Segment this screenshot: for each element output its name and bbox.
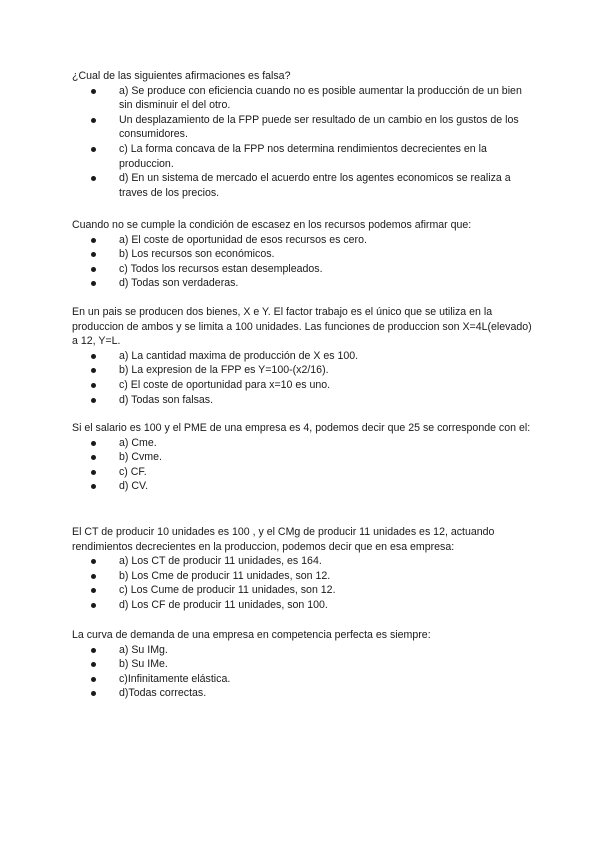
list-item — [72, 657, 532, 672]
option-text: d) En un sistema de mercado el acuerdo entre los agentes economicos se realiza a traves de los precios. — [119, 172, 511, 199]
question-5 — [72, 525, 532, 613]
bullet-icon — [91, 176, 96, 181]
options-list — [72, 233, 532, 291]
bullet-icon — [91, 662, 96, 667]
question-4 — [72, 421, 532, 494]
list-item — [72, 465, 532, 480]
bullet-icon — [91, 267, 96, 272]
list-item — [72, 672, 532, 687]
option-text: d) CV. — [119, 480, 149, 493]
list-item — [72, 276, 532, 291]
bullet-icon — [91, 691, 96, 696]
option-text: a) Los CT de producir 11 unidades, es 164. — [119, 555, 322, 568]
bullet-icon — [91, 118, 96, 123]
list-item — [72, 450, 532, 465]
option-text: c) La forma concava de la FPP nos determina rendimientos decrecientes en la produccion. — [119, 142, 487, 170]
option-text: a) La cantidad maxima de producción de X es 100. — [119, 349, 359, 362]
option-text: b) Los recursos son económicos. — [119, 248, 275, 261]
option-text: d)Todas correctas. — [119, 687, 207, 700]
question-6 — [72, 628, 532, 701]
list-item — [72, 113, 532, 142]
bullet-icon — [91, 368, 96, 373]
option-text: a) Su IMg. — [119, 643, 168, 656]
option-text: c) El coste de oportunidad para x=10 es uno. — [119, 378, 331, 391]
option-text: c) CF. — [119, 465, 147, 478]
option-text: a) Cme. — [119, 436, 157, 449]
list-item — [72, 686, 532, 701]
question-stem: Cuando no se cumple la condición de escasez en los recursos podemos afirmar que: — [72, 219, 472, 231]
list-item — [72, 142, 532, 171]
question-2 — [72, 218, 532, 291]
option-text: c) Los Cume de producir 11 unidades, son 12. — [119, 584, 336, 597]
list-item — [72, 363, 532, 378]
bullet-icon — [91, 455, 96, 460]
bullet-icon — [91, 89, 96, 94]
option-text: Un desplazamiento de la FPP puede ser resultado de un cambio en los gustos de los consumidores. — [119, 113, 519, 141]
option-text: b) Los Cme de producir 11 unidades, son 12. — [119, 569, 331, 582]
option-text: a) Se produce con eficiencia cuando no es posible aumentar la producción de un bien sin disminuir el del otro. — [119, 84, 522, 112]
list-item — [72, 643, 532, 658]
bullet-icon — [91, 648, 96, 653]
list-item — [72, 233, 532, 248]
question-3 — [72, 305, 532, 407]
bullet-icon — [91, 252, 96, 257]
list-item — [72, 436, 532, 451]
list-item — [72, 84, 532, 113]
option-text: c) Todos los recursos estan desempleados. — [119, 262, 323, 275]
list-item — [72, 393, 532, 408]
bullet-icon — [91, 588, 96, 593]
question-stem: En un pais se producen dos bienes, X e Y. El factor trabajo es el único que se utiliza en la produccion de ambos y se limita a 100 unidades. Las funciones de produccion son X=4L(elevado) a 12, Y=L. — [72, 306, 532, 348]
options-list — [72, 349, 532, 407]
list-item — [72, 262, 532, 277]
list-item — [72, 583, 532, 598]
options-list — [72, 84, 532, 201]
option-text: c)Infinitamente elástica. — [119, 672, 231, 685]
bullet-icon — [91, 574, 96, 579]
bullet-icon — [91, 470, 96, 475]
option-text: b) Cvme. — [119, 451, 162, 464]
options-list — [72, 643, 532, 701]
bullet-icon — [91, 383, 96, 388]
list-item — [72, 569, 532, 584]
list-item — [72, 378, 532, 393]
bullet-icon — [91, 559, 96, 564]
option-text: b) Su IMe. — [119, 658, 168, 671]
question-stem: La curva de demanda de una empresa en competencia perfecta es siempre: — [72, 629, 431, 641]
list-item — [72, 598, 532, 613]
options-list — [72, 554, 532, 612]
option-text: d) Los CF de producir 11 unidades, son 100. — [119, 598, 328, 611]
option-text: a) El coste de oportunidad de esos recursos es cero. — [119, 233, 367, 246]
bullet-icon — [91, 677, 96, 682]
list-item — [72, 171, 532, 200]
question-1 — [72, 69, 532, 200]
bullet-icon — [91, 603, 96, 608]
option-text: b) La expresion de la FPP es Y=100-(x2/16). — [119, 364, 329, 377]
bullet-icon — [91, 398, 96, 403]
bullet-icon — [91, 354, 96, 359]
list-item — [72, 247, 532, 262]
option-text: d) Todas son verdaderas. — [119, 277, 239, 290]
bullet-icon — [91, 281, 96, 286]
options-list — [72, 436, 532, 494]
option-text: d) Todas son falsas. — [119, 393, 214, 406]
bullet-icon — [91, 441, 96, 446]
list-item — [72, 479, 532, 494]
list-item — [72, 554, 532, 569]
bullet-icon — [91, 484, 96, 489]
bullet-icon — [91, 238, 96, 243]
list-item — [72, 349, 532, 364]
question-stem: El CT de producir 10 unidades es 100 , y el CMg de producir 11 unidades es 12, actuando rendimientos decrecientes en la produccion, podemos decir que en esa empresa: — [72, 526, 495, 553]
question-stem: Si el salario es 100 y el PME de una empresa es 4, podemos decir que 25 se corresponde con el: — [72, 422, 531, 434]
question-stem: ¿Cual de las siguientes afirmaciones es falsa? — [72, 70, 291, 82]
bullet-icon — [91, 147, 96, 152]
